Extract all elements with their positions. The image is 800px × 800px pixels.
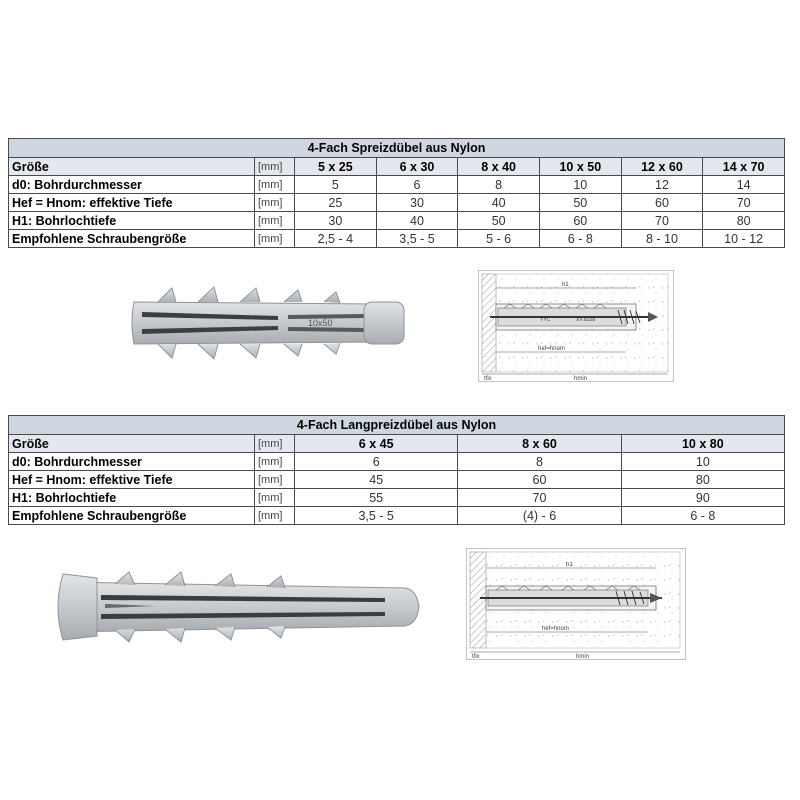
table-cell: 50 (539, 194, 621, 212)
table-cell: 14 (703, 176, 785, 194)
table-cell: 70 (458, 489, 621, 507)
table-cell: 25 (295, 194, 377, 212)
row-label: H1: Bohrlochtiefe (9, 212, 255, 230)
header-size: 5 x 25 (295, 158, 377, 176)
table-cell: 30 (376, 194, 458, 212)
plug-marking: 10x50 (308, 318, 333, 328)
dim-tfix: tfix (472, 654, 480, 660)
row-label: Empfohlene Schraubengröße (9, 507, 255, 525)
row-unit: [mm] (255, 194, 295, 212)
table-row (9, 471, 785, 489)
header-size: 14 x 70 (703, 158, 785, 176)
table-title: 4-Fach Spreizdübel aus Nylon (9, 139, 785, 158)
langspreizduebel-table (8, 415, 785, 525)
row-label: d0: Bohrdurchmesser (9, 453, 255, 471)
dim-h1: h1 (566, 562, 573, 568)
table-cell: 10 - 12 (703, 230, 785, 248)
row-unit: [mm] (255, 471, 295, 489)
dim-hef: hef=hnom (542, 626, 569, 632)
table-title: 4-Fach Langpreizdübel aus Nylon (9, 416, 785, 435)
table-cell: 10 (539, 176, 621, 194)
table-cell: 8 (458, 453, 621, 471)
installation-diagram-long-icon (466, 548, 686, 660)
table-cell: 3,5 - 5 (295, 507, 458, 525)
wall-plug-short-icon (128, 282, 413, 364)
table-row (9, 176, 785, 194)
row-unit: [mm] (255, 453, 295, 471)
table-cell: 12 (621, 176, 703, 194)
table-cell: 70 (621, 212, 703, 230)
row-unit: [mm] (255, 230, 295, 248)
table-cell: 6 (295, 453, 458, 471)
header-size-label: Größe (9, 158, 255, 176)
table-cell: 8 (458, 176, 540, 194)
table-row (9, 453, 785, 471)
spreizduebel-table (8, 138, 785, 248)
dim-hmin: hmin (574, 376, 588, 382)
dim-h1: h1 (562, 282, 569, 288)
table-cell: 55 (295, 489, 458, 507)
table-row (9, 212, 785, 230)
table-cell: 80 (703, 212, 785, 230)
table-cell: 70 (703, 194, 785, 212)
row-label: d0: Bohrdurchmesser (9, 176, 255, 194)
table-cell: 60 (539, 212, 621, 230)
row-label: Empfohlene Schraubengröße (9, 230, 255, 248)
table-cell: 30 (295, 212, 377, 230)
table-row (9, 194, 785, 212)
table-cell: 6 - 8 (621, 507, 784, 525)
row-unit: [mm] (255, 489, 295, 507)
header-size: 8 x 60 (458, 435, 621, 453)
table-cell: 5 - 6 (458, 230, 540, 248)
row-unit: [mm] (255, 212, 295, 230)
table-cell: 8 - 10 (621, 230, 703, 248)
table-row (9, 507, 785, 525)
row-unit: [mm] (255, 507, 295, 525)
table-cell: 10 (621, 453, 784, 471)
table-cell: 50 (458, 212, 540, 230)
table-title-row (9, 416, 785, 435)
header-unit: [mm] (255, 158, 295, 176)
header-size: 8 x 40 (458, 158, 540, 176)
row-unit: [mm] (255, 176, 295, 194)
table-title-row (9, 139, 785, 158)
wall-plug-long-icon (45, 568, 425, 646)
row-label: H1: Bohrlochtiefe (9, 489, 255, 507)
table-row (9, 230, 785, 248)
table-header-row (9, 158, 785, 176)
table-row (9, 489, 785, 507)
header-unit: [mm] (255, 435, 295, 453)
table-cell: 90 (621, 489, 784, 507)
plug-label-a: YYC (540, 317, 551, 323)
header-size: 10 x 50 (539, 158, 621, 176)
row-label: Hef = Hnom: effektive Tiefe (9, 194, 255, 212)
header-size: 6 x 30 (376, 158, 458, 176)
dim-hef: hef=hnom (538, 346, 565, 352)
table-cell: 6 (376, 176, 458, 194)
header-size: 12 x 60 (621, 158, 703, 176)
table-cell: 6 - 8 (539, 230, 621, 248)
table-cell: 40 (458, 194, 540, 212)
table-cell: (4) - 6 (458, 507, 621, 525)
table-cell: 60 (621, 194, 703, 212)
table-cell: 3,5 - 5 (376, 230, 458, 248)
header-size: 6 x 45 (295, 435, 458, 453)
table-header-row (9, 435, 785, 453)
table-cell: 45 (295, 471, 458, 489)
table-cell: 2,5 - 4 (295, 230, 377, 248)
plug-label-b: XX 8228 (576, 317, 596, 323)
table-cell: 60 (458, 471, 621, 489)
table-cell: 80 (621, 471, 784, 489)
table-cell: 40 (376, 212, 458, 230)
row-label: Hef = Hnom: effektive Tiefe (9, 471, 255, 489)
dim-tfix: tfix (484, 376, 492, 382)
header-size-label: Größe (9, 435, 255, 453)
dim-hmin: hmin (576, 654, 590, 660)
installation-diagram-icon (478, 270, 674, 382)
table-cell: 5 (295, 176, 377, 194)
header-size: 10 x 80 (621, 435, 784, 453)
